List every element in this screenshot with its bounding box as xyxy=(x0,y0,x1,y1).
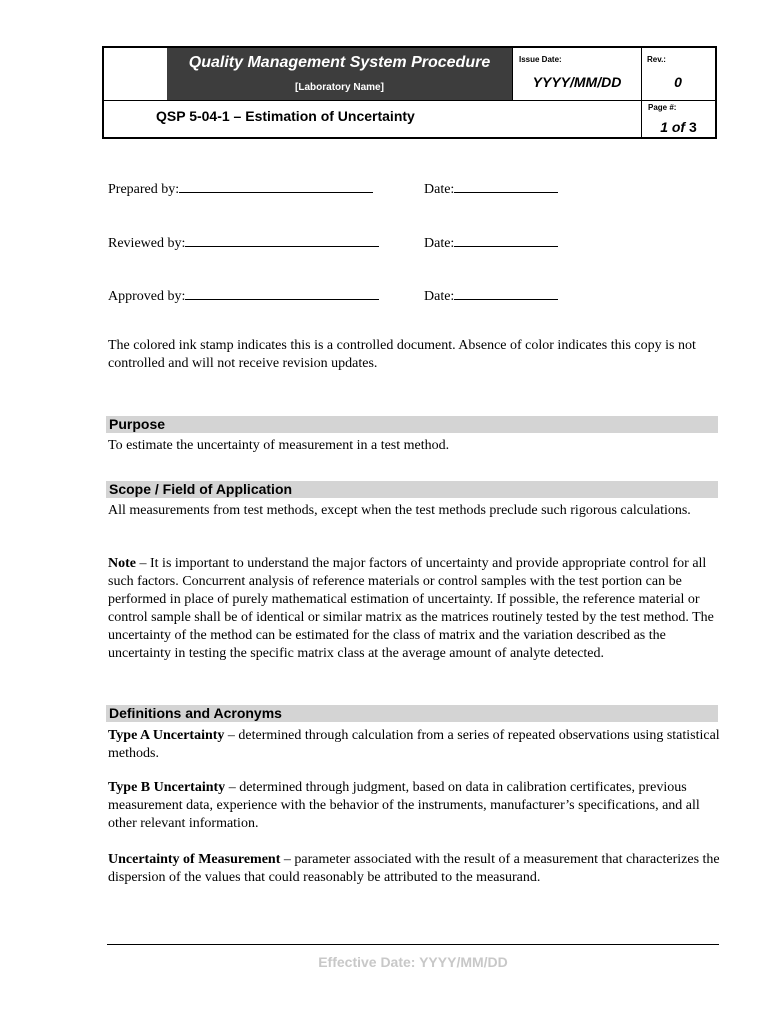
reviewed-by-field xyxy=(108,232,379,252)
page-current: 1 of xyxy=(660,119,686,135)
note-term: Note xyxy=(108,556,136,571)
revision-cell xyxy=(641,48,715,100)
issue-date-cell xyxy=(512,48,642,100)
issue-date-value: YYYY/MM/DD xyxy=(532,74,622,90)
prepared-by-line xyxy=(179,178,373,193)
title-cell xyxy=(167,48,512,100)
definition-text: – determined through calculation from a series of repeated observations using statistical methods. xyxy=(108,728,720,761)
date-line xyxy=(454,178,558,193)
header-bottom-row xyxy=(104,101,715,139)
prepared-by-label: Prepared by: xyxy=(108,182,180,197)
control-notice: The colored ink stamp indicates this is a controlled document. Absence of color indicates this copy is not controlled and will not receive revision updates. xyxy=(108,338,696,371)
prepared-by-field xyxy=(108,178,373,198)
issue-date-label: Issue Date: xyxy=(519,55,562,64)
revision-value: 0 xyxy=(674,74,682,90)
definition-item xyxy=(108,851,720,887)
approved-by-line xyxy=(185,285,379,300)
page-number-cell xyxy=(641,101,715,139)
effective-date: Effective Date: YYYY/MM/DD xyxy=(318,954,508,970)
date-label: Date: xyxy=(424,182,455,197)
page-total: 3 xyxy=(685,119,697,135)
header-top-row xyxy=(104,48,715,101)
document-header xyxy=(102,46,717,139)
approved-by-field xyxy=(108,285,379,305)
logo-cell xyxy=(104,48,167,100)
scope-heading: Scope / Field of Application xyxy=(106,481,718,498)
definition-term: Type B Uncertainty xyxy=(108,780,226,795)
laboratory-name: [Laboratory Name] xyxy=(295,82,384,93)
page-label: Page #: xyxy=(648,103,677,112)
date-line xyxy=(454,285,558,300)
document-title: QSP 5-04-1 – Estimation of Uncertainty xyxy=(156,108,415,124)
definition-term: Uncertainty of Measurement xyxy=(108,852,281,867)
definition-text: – determined through judgment, based on data in calibration certificates, previous measurement data, experience with the behavior of the instruments, manufacturer’s specifications, and all other relevant information. xyxy=(108,780,700,831)
purpose-heading: Purpose xyxy=(106,416,718,433)
scope-text: All measurements from test methods, except when the test methods preclude such rigorous calculations. xyxy=(108,503,691,518)
approved-date-field xyxy=(424,285,558,305)
date-line xyxy=(454,232,558,247)
definition-item xyxy=(108,727,720,763)
date-label: Date: xyxy=(424,289,455,304)
page-number xyxy=(642,119,715,135)
reviewed-date-field xyxy=(424,232,558,252)
definition-item xyxy=(108,779,720,833)
definitions-heading: Definitions and Acronyms xyxy=(106,705,718,722)
note-text: – It is important to understand the major factors of uncertainty and provide appropriate control for all such factors. Concurrent analysis of reference materials or control samples with the test portion can be performed in place of purely mathematical estimation of uncertainty. If possible, the reference material or control sample shall be of identical or similar matrix as the matrices routinely tested by the test method. The uncertainty of the method can be estimated for the class of matrix and the variation described as the uncertainty in testing the specific matrix class at the average amount of analyte detected. xyxy=(108,556,714,661)
approved-by-label: Approved by: xyxy=(108,289,186,304)
reviewed-by-line xyxy=(185,232,379,247)
scope-note xyxy=(108,555,720,663)
revision-label: Rev.: xyxy=(647,55,666,64)
date-label: Date: xyxy=(424,236,455,251)
definition-term: Type A Uncertainty xyxy=(108,728,225,743)
footer-divider xyxy=(107,944,719,945)
procedure-title: Quality Management System Procedure xyxy=(188,54,491,71)
purpose-text: To estimate the uncertainty of measurement in a test method. xyxy=(108,438,450,453)
reviewed-by-label: Reviewed by: xyxy=(108,236,186,251)
definition-text: – parameter associated with the result of a measurement that characterizes the dispersion of the values that could reasonably be attributed to the measurand. xyxy=(108,852,720,885)
prepared-date-field xyxy=(424,178,558,198)
